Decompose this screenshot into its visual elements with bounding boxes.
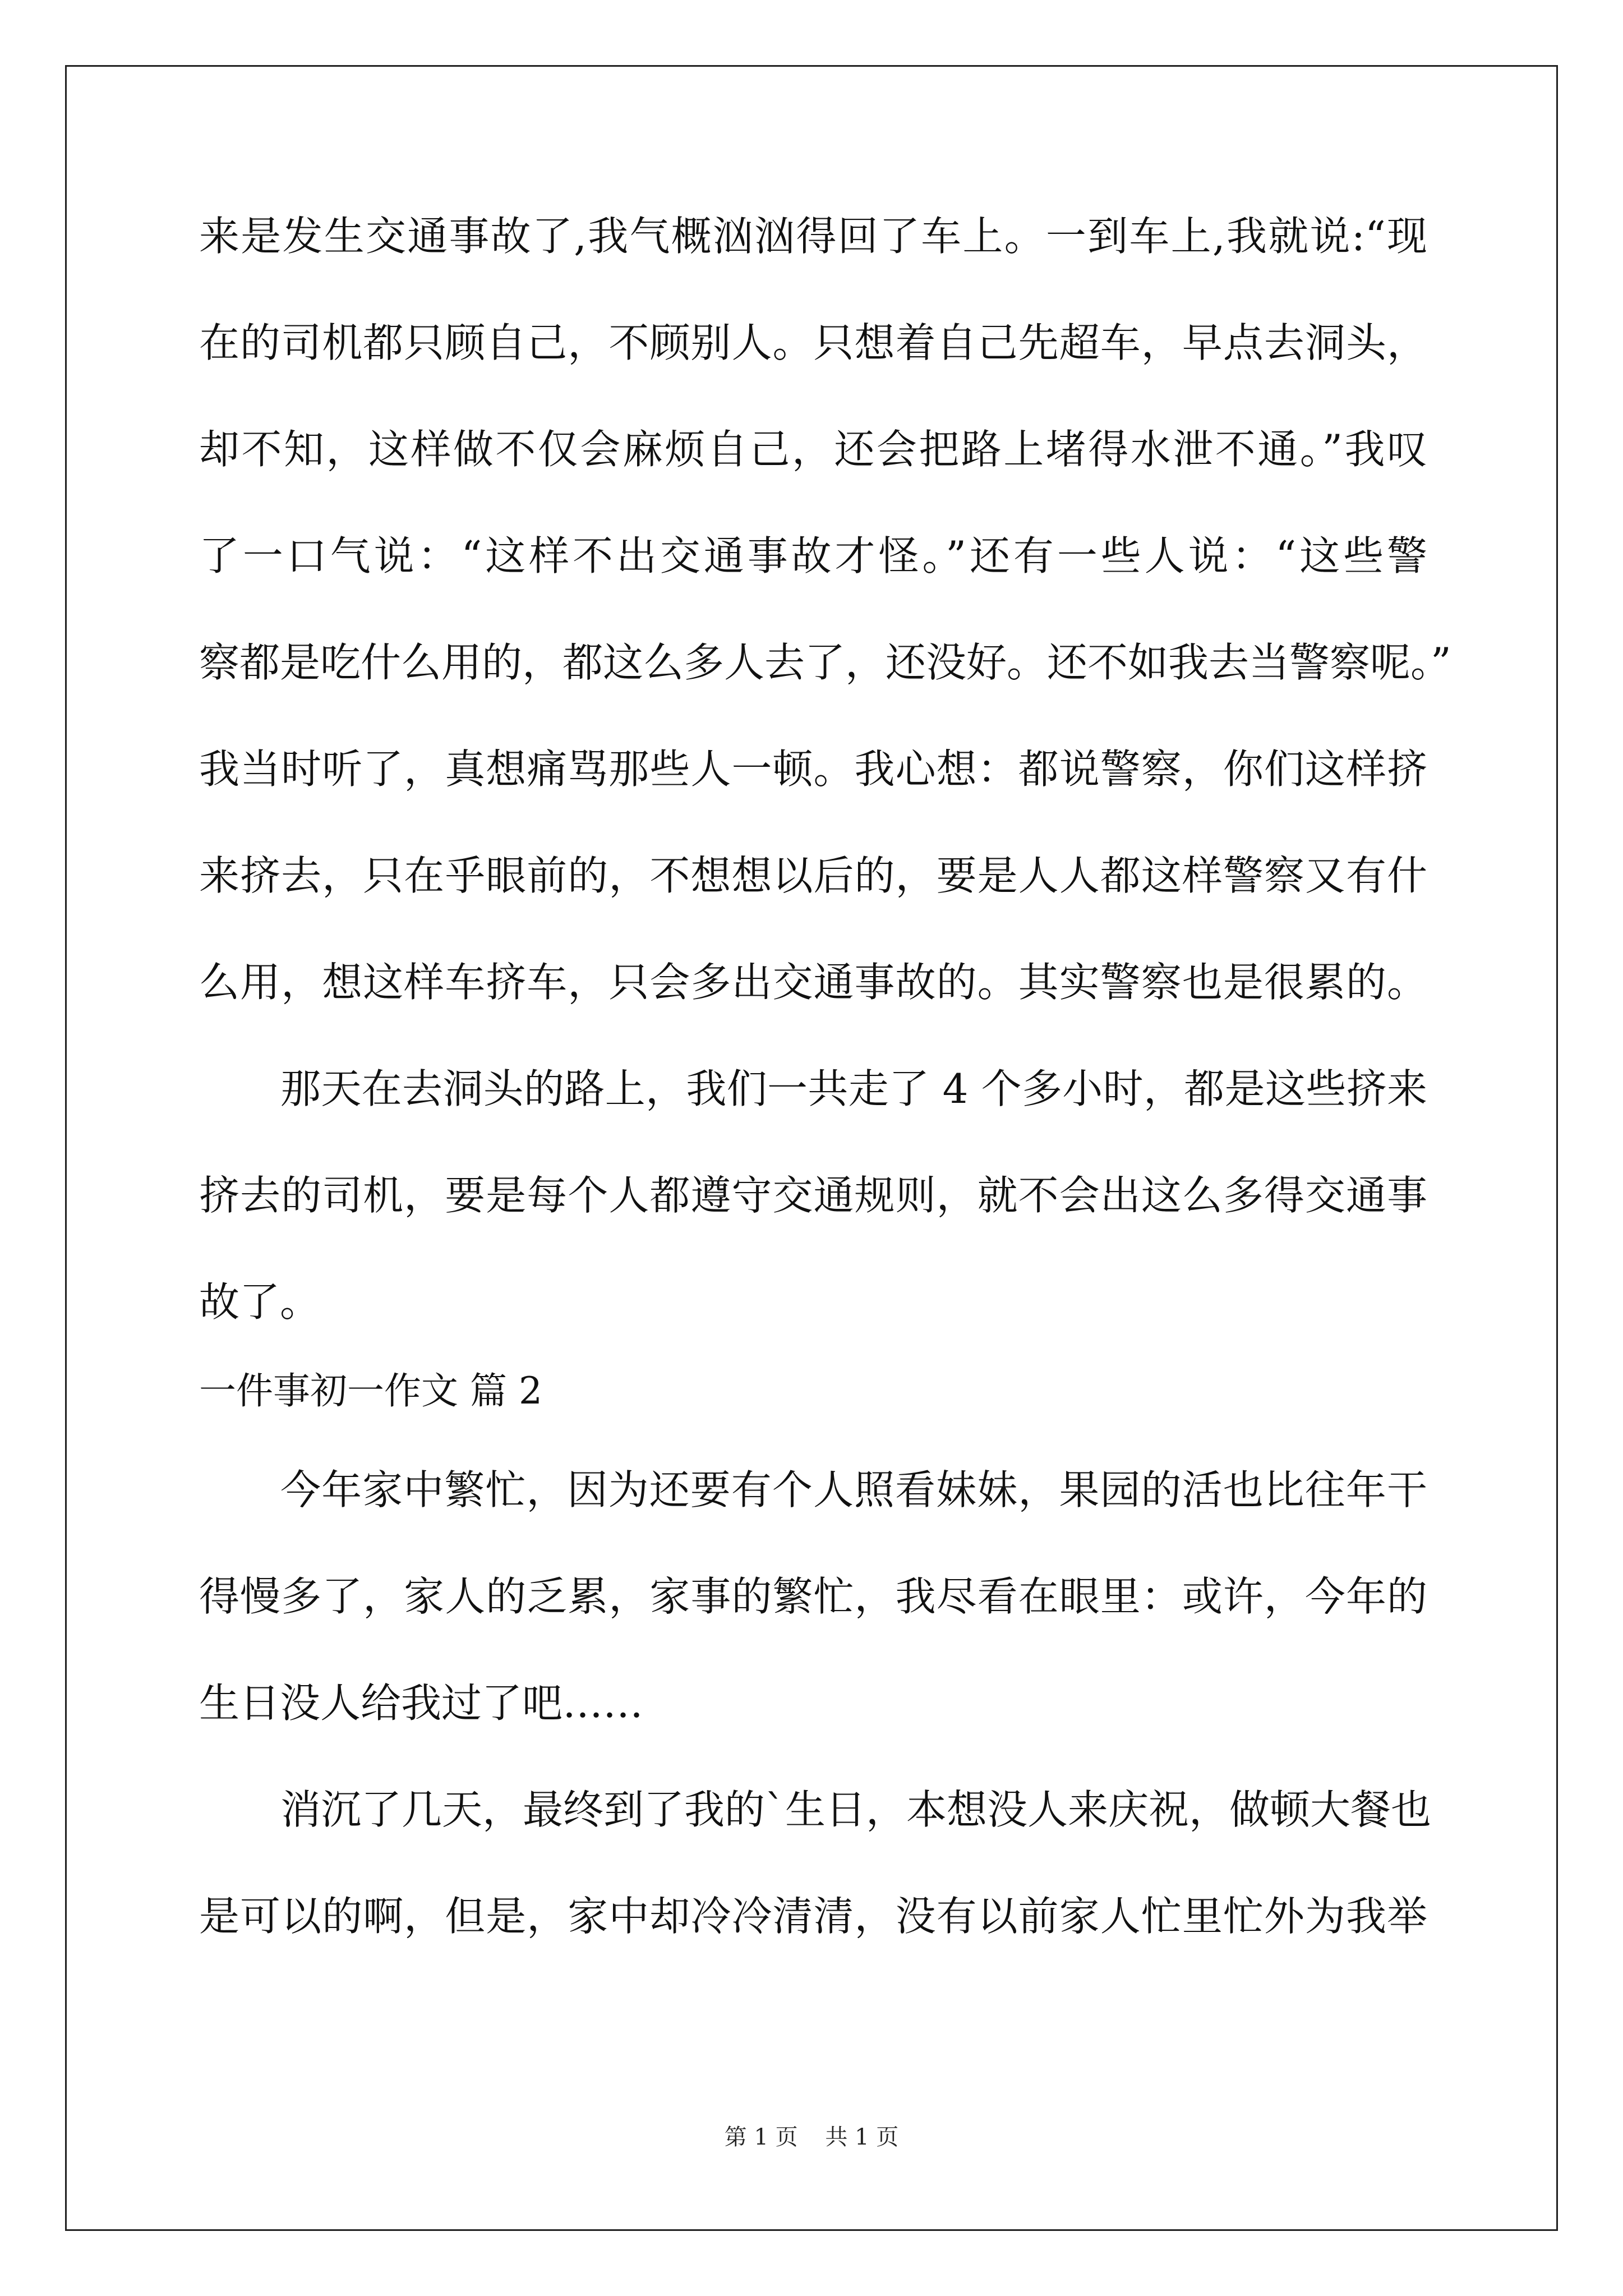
text-line: 消沉了几天，最终到了我的`生日，本想没人来庆祝，做顿大餐也 (280, 1786, 1432, 1833)
page-footer (0, 2126, 1623, 2148)
text-line: 故了。 (199, 1278, 321, 1326)
text-line: 是可以的啊，但是，家中却冷冷清清，没有以前家人忙里忙外为我举 (199, 1893, 1427, 1940)
text-line: 来是发生交通事故了,我气概汹汹得回了车上。一到车上,我就说:“现 (199, 213, 1427, 260)
page-number-total: 共 1 页 (825, 2124, 899, 2150)
text-line: 我当时听了，真想痛骂那些人一顿。我心想：都说警察，你们这样挤 (199, 746, 1427, 793)
text-line: 那天在去洞头的路上，我们一共走了 4 个多小时，都是这些挤来 (280, 1065, 1427, 1112)
text-line: 么用，想这样车挤车，只会多出交通事故的。其实警察也是很累的。 (199, 959, 1427, 1006)
text-line: 得慢多了，家人的乏累，家事的繁忙，我尽看在眼里：或许，今年的 (199, 1573, 1427, 1620)
section-heading: 一件事初一作文 篇 2 (199, 1369, 542, 1412)
text-line: 了一口气说：“这样不出交通事故才怪。”还有一些人说：“这些警 (199, 532, 1427, 579)
text-line: 挤去的司机，要是每个人都遵守交通规则，就不会出这么多得交通事 (199, 1172, 1427, 1219)
page-number-current: 第 1 页 (724, 2124, 798, 2150)
text-line: 来挤去，只在乎眼前的，不想想以后的，要是人人都这样警察又有什 (199, 852, 1427, 899)
text-line: 察都是吃什么用的，都这么多人去了，还没好。还不如我去当警察呢。” (199, 639, 1451, 686)
text-line: 却不知，这样做不仅会麻烦自己，还会把路上堵得水泄不通。”我叹 (199, 426, 1427, 473)
text-line: 生日没人给我过了吧…… (199, 1680, 644, 1727)
text-line: 在的司机都只顾自己，不顾别人。只想着自己先超车，早点去洞头， (199, 319, 1427, 366)
text-line: 今年家中繁忙，因为还要有个人照看妹妹，果园的活也比往年干 (280, 1466, 1427, 1513)
